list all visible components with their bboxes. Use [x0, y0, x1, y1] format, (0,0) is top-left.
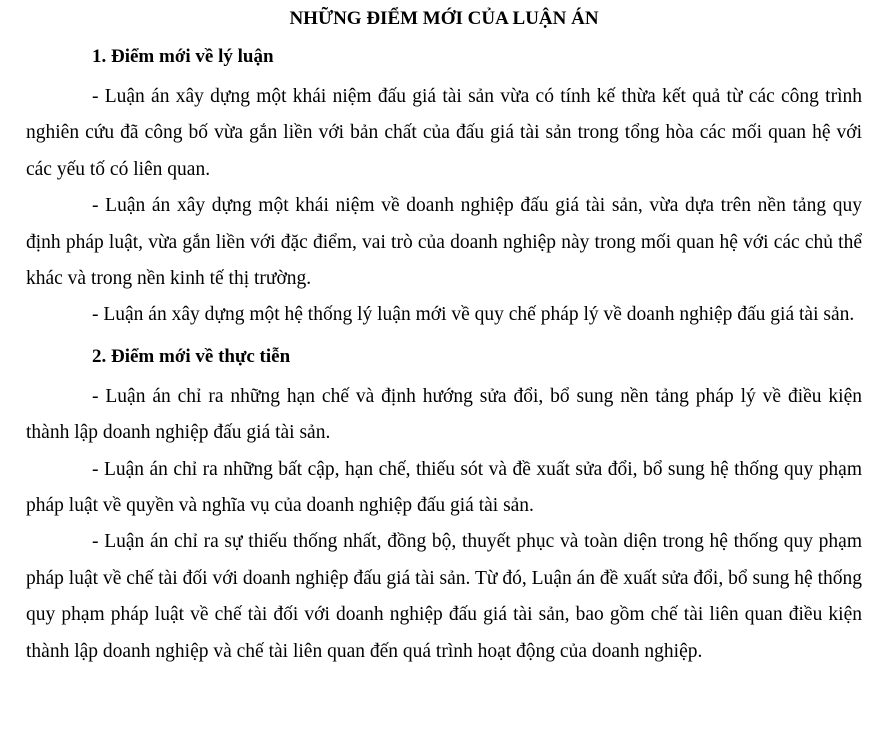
- paragraph: - Luận án xây dựng một hệ thống lý luận mới về quy chế pháp lý về doanh nghiệp đấu giá tài sản.: [92, 304, 855, 326]
- section-heading-practice: 2. Điểm mới về thực tiễn: [92, 345, 291, 367]
- paragraph: - Luận án chỉ ra những hạn chế và định hướng sửa đổi, bổ sung nền tảng pháp lý về điều kiện thành lập doanh nghiệp đấu giá tài sản.: [26, 385, 862, 444]
- document-title: NHỮNG ĐIỂM MỚI CỦA LUẬN ÁN: [289, 8, 599, 29]
- paragraph: - Luận án xây dựng một khái niệm đấu giá tài sản vừa có tính kế thừa kết quả từ các công trình nghiên cứu đã công bố vừa gắn liền với bản chất của đấu giá tài sản trong tổng hòa các mối quan hệ với các yếu tố có liên quan.: [26, 86, 862, 180]
- document-page: [26, 0, 862, 670]
- paragraph: - Luận án chỉ ra những bất cập, hạn chế, thiếu sót và đề xuất sửa đổi, bổ sung hệ thống quy phạm pháp luật về quyền và nghĩa vụ của doanh nghiệp đấu giá tài sản.: [26, 458, 862, 517]
- paragraph: - Luận án xây dựng một khái niệm về doanh nghiệp đấu giá tài sản, vừa dựa trên nền tảng quy định pháp luật, vừa gắn liền với đặc điểm, vai trò của doanh nghiệp này trong mối quan hệ với các chủ thể khác và trong nền kinh tế thị trường.: [26, 195, 862, 290]
- section-heading-theory: 1. Điểm mới về lý luận: [92, 46, 274, 67]
- paragraph: - Luận án chỉ ra sự thiếu thống nhất, đồng bộ, thuyết phục và toàn diện trong hệ thống quy phạm pháp luật về chế tài đối với doanh nghiệp đấu giá tài sản. Từ đó, Luận án đề xuất sửa đổi, bổ sung hệ thống quy phạm pháp luật về chế tài đối với doanh nghiệp đấu giá tài sản, bao gồm chế tài liên quan điều kiện thành lập doanh nghiệp và chế tài liên quan đến quá trình hoạt động của doanh nghiệp.: [26, 531, 862, 662]
